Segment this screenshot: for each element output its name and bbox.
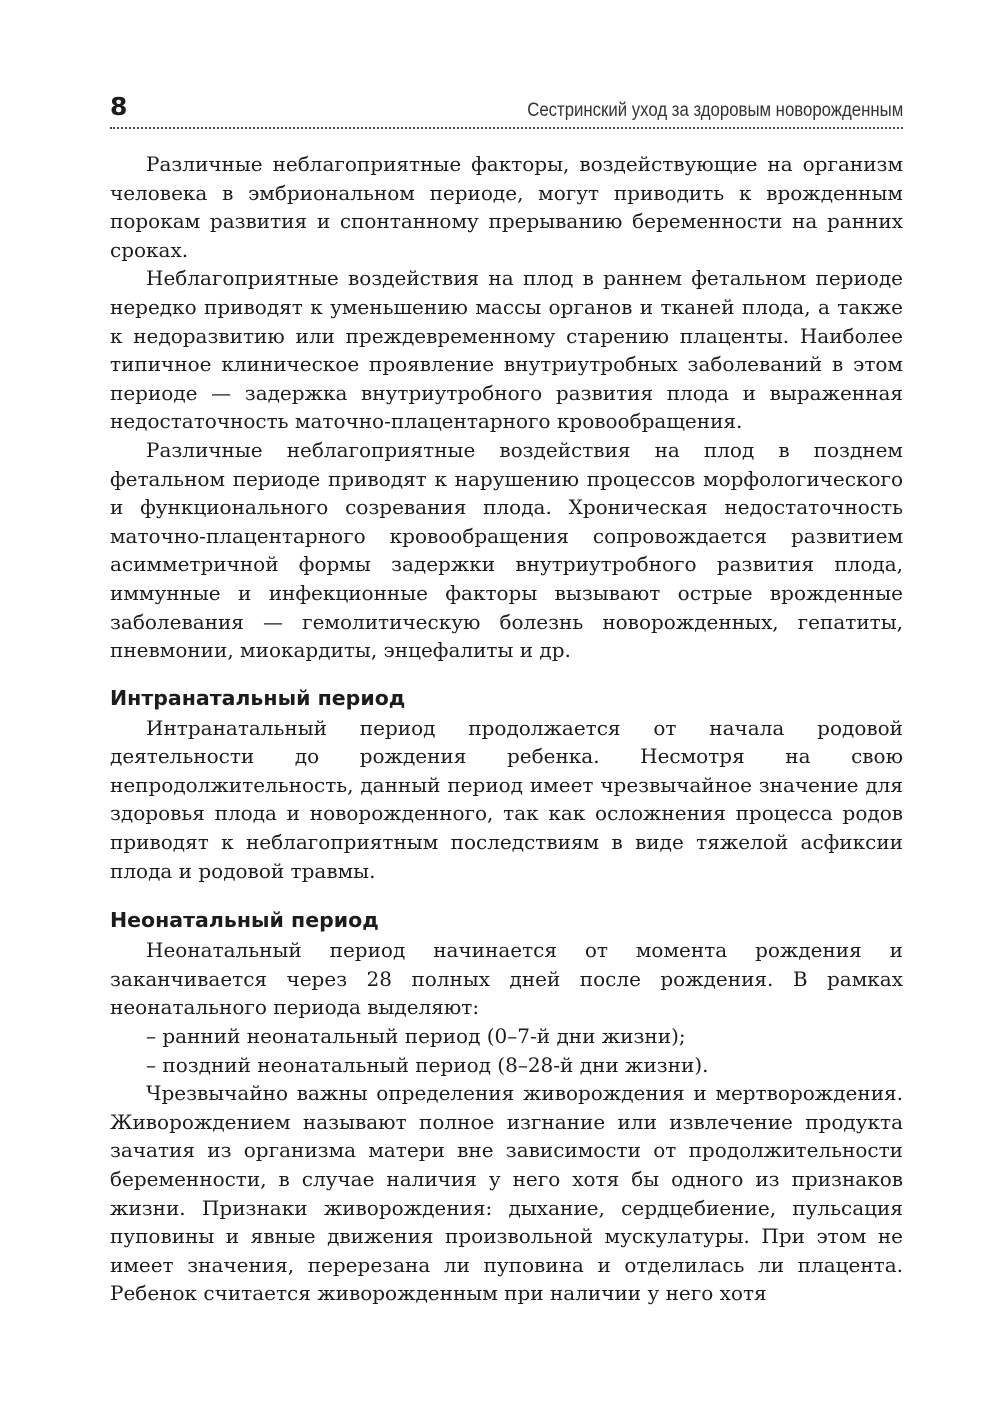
- page-body: [110, 150, 903, 1308]
- list-item-late-neonatal: – поздний неонатальный период (8–28-й дни жизни).: [146, 1052, 709, 1077]
- page-header: [110, 88, 903, 122]
- paragraph-late-fetal: Различные неблагоприятные воздействия на плод в позднем фетальном периоде приводят к нарушению процессов морфологического и функционального созревания плода. Хроническая недостаточность маточно-плацентарного кровообращения сопровождается развитием асимметричной формы задержки внутриутробного развития плода, иммунные и инфекционные факторы вызывают острые врожденные заболевания — гемолитическую болезнь новорожденных, гепатиты, пневмонии, миокардиты, энцефалиты и др.: [110, 437, 903, 663]
- paragraph-intranatal: Интранатальный период продолжается от начала родовой деятельности до рождения ребенка. Несмотря на свою непродолжительность, данный период имеет чрезвычайное значение для здоровья плода и новорожденного, так как осложнения процесса родов приводят к неблагоприятным последствиям в виде тяжелой асфиксии плода и родовой травмы.: [110, 715, 903, 883]
- heading-neonatal-period: Неонатальный период: [110, 908, 379, 933]
- page-number: 8: [110, 92, 128, 121]
- paragraph-embryonic-factors: Различные неблагоприятные факторы, воздействующие на организм человека в эмбриональном периоде, могут приводить к врожденным порокам развития и спонтанному прерыванию беременности на ранних сроках.: [110, 152, 903, 262]
- paragraph-live-birth: Чрезвычайно важны определения живорождения и мертворождения. Живорождением называют полное изгнание или извлечение продукта зачатия из организма матери вне зависимости от продолжительности беременности, в случае наличия у него хотя бы одного из признаков жизни. Признаки живорождения: дыхание, сердцебиение, пульсация пуповины и явные движения произвольной мускулатуры. При этом не имеет значения, перерезана ли пуповина и отделилась ли плацента. Ребенок считается живорожденным при наличии у него хотя: [110, 1081, 903, 1306]
- header-dotted-rule: [110, 127, 903, 129]
- book-page: [110, 88, 903, 1308]
- running-title: Сестринский уход за здоровым новорожденным: [526, 99, 903, 121]
- paragraph-early-fetal: Неблагоприятные воздействия на плод в раннем фетальном периоде нередко приводят к уменьшению массы органов и тканей плода, а также к недоразвитию или преждевременному старению плаценты. Наиболее типичное клиническое проявление внутриутробных заболеваний в этом периоде — задержка внутриутробного развития плода и выраженная недостаточность маточно-плацентарного кровообращения.: [110, 266, 903, 434]
- list-item-early-neonatal: – ранний неонатальный период (0–7-й дни жизни);: [146, 1024, 686, 1049]
- heading-intranatal-period: Интранатальный период: [110, 685, 406, 710]
- paragraph-neonatal-intro: Неонатальный период начинается от момента рождения и заканчивается через 28 полных дней после рождения. В рамках неонатального периода выделяют:: [110, 938, 903, 1020]
